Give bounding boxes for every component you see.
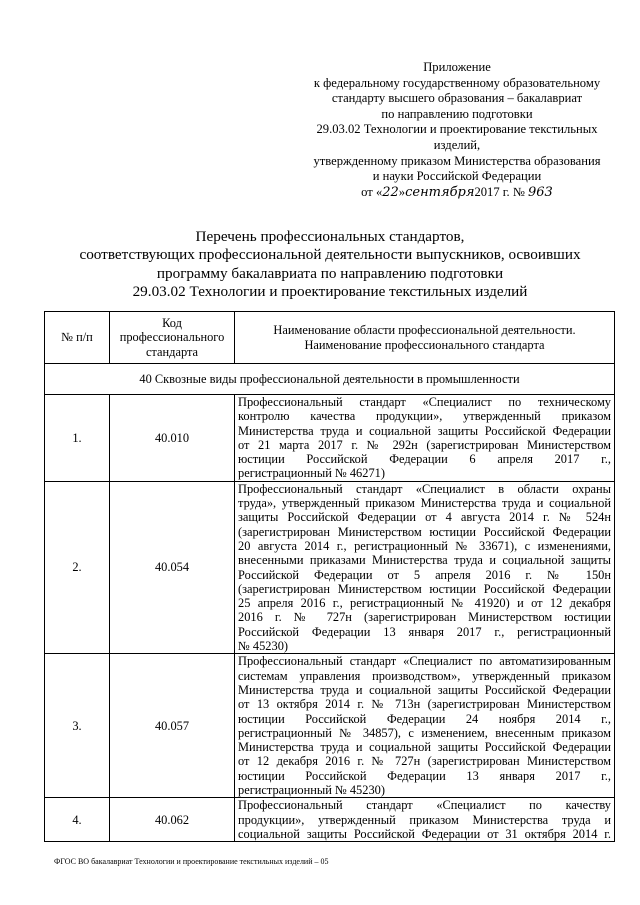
table-row <box>45 481 615 654</box>
row-code: 40.057 <box>110 654 235 798</box>
date-number-handwritten: 963 <box>528 184 553 200</box>
row-line: от 21 марта 2017 г. № 292н (зарегистрирован Министерством <box>238 437 611 452</box>
appendix-header <box>300 60 614 200</box>
header-code-line: профессионального <box>119 330 225 345</box>
section-row <box>45 364 615 395</box>
row-line: от 12 декабря 2016 г. № 727н (зарегистрирован Министерством <box>238 754 611 769</box>
row-line: 2016 г. № 727н (зарегистрирован Министерством юстиции <box>238 610 611 625</box>
header-name-line: Наименование области профессиональной деятельности. <box>273 323 576 338</box>
row-line: Министерства труда и социальной защиты Российской Федерации <box>238 682 611 697</box>
row-line: регистрационный № 46271) <box>238 466 385 481</box>
section-label: 40 Сквозные виды профессиональной деятельности в промышленности <box>45 364 615 395</box>
document-title <box>40 228 620 302</box>
date-month-handwritten: сентября <box>405 184 475 200</box>
row-line: юстиции Российской Федерации 6 апреля 2017 г., <box>238 452 611 467</box>
table-header-row <box>45 312 615 364</box>
row-line: регистрационный № 34857), с изменением, внесенным приказом <box>238 725 611 740</box>
row-line: 20 августа 2014 г., регистрационный № 33671), с изменениями, <box>238 538 611 553</box>
header-num: № п/п <box>45 312 110 364</box>
row-line: Министерства труда и социальной защиты Российской Федерации <box>238 740 611 755</box>
row-line: Профессиональный стандарт «Специалист в области охраны <box>238 481 611 496</box>
row-line: юстиции Российской Федерации 24 ноября 2014 г., <box>238 711 611 726</box>
date-prefix: от « <box>361 184 383 199</box>
table-row <box>45 654 615 798</box>
header-name-line: Наименование профессионального стандарта <box>304 337 545 352</box>
row-line: внесенными приказами Министерства труда и социальной защиты <box>238 553 611 568</box>
table-row <box>45 798 615 842</box>
row-description <box>235 481 615 654</box>
row-description <box>235 798 615 842</box>
row-num: 3. <box>45 654 110 798</box>
row-line: продукции», утвержденный приказом Министерства труда и <box>238 812 611 827</box>
row-description <box>235 395 615 482</box>
standards-table <box>44 311 615 842</box>
header-code <box>110 312 235 364</box>
row-num: 2. <box>45 481 110 654</box>
row-line: Профессиональный стандарт «Специалист по автоматизированным <box>238 654 611 669</box>
row-line: (зарегистрирован Министерством юстиции Российской Федерации <box>238 524 611 539</box>
appendix-line: стандарту высшего образования – бакалавриат <box>331 91 583 106</box>
row-line: юстиции Российской Федерации 13 января 2017 г., <box>238 768 611 783</box>
appendix-date-line <box>300 185 614 201</box>
appendix-line: Приложение <box>423 60 491 74</box>
appendix-line: и науки Российской Федерации <box>372 169 542 184</box>
table-row <box>45 395 615 482</box>
row-line: труда», утвержденный приказом Министерства труда и социальной <box>238 496 611 511</box>
appendix-line: изделий, <box>433 137 481 152</box>
appendix-line: утвержденному приказом Министерства образования <box>313 153 601 168</box>
title-line: соответствующих профессиональной деятельности выпускников, освоивших <box>79 246 581 264</box>
row-code: 40.010 <box>110 395 235 482</box>
row-line: защиты Российской Федерации от 4 августа 2014 г. № 524н <box>238 510 611 525</box>
page-footer: ФГОС ВО бакалавриат Технологии и проектирование текстильных изделий – 05 <box>54 857 329 866</box>
row-line: системам управления производством», утвержденный приказом <box>238 668 611 683</box>
date-year: 2017 г. № <box>474 184 525 199</box>
row-line: Профессиональный стандарт «Специалист по техническому <box>238 395 611 409</box>
row-num: 4. <box>45 798 110 842</box>
appendix-line: 29.03.02 Технологии и проектирование текстильных <box>316 122 598 137</box>
header-code-line: Код <box>162 316 182 331</box>
row-line: Профессиональный стандарт «Специалист по качеству <box>238 798 611 813</box>
header-name <box>235 312 615 364</box>
row-line: 25 апреля 2016 г., регистрационный № 41920) и от 12 декабря <box>238 596 611 611</box>
header-code-line: стандарта <box>145 344 199 359</box>
title-line: 29.03.02 Технологии и проектирование текстильных изделий <box>132 283 528 301</box>
title-line: Перечень профессиональных стандартов, <box>195 228 465 245</box>
row-line: регистрационный № 45230) <box>238 783 385 798</box>
row-code: 40.062 <box>110 798 235 842</box>
row-line: № 45230) <box>238 639 289 654</box>
row-line: контролю качества продукции», утвержденный приказом <box>238 409 611 424</box>
row-num: 1. <box>45 395 110 482</box>
appendix-line: по направлению подготовки <box>381 106 533 121</box>
title-line: программу бакалавриата по направлению подготовки <box>156 264 504 282</box>
row-line: Министерства труда и социальной защиты Российской Федерации <box>238 423 611 438</box>
appendix-line: к федеральному государственному образовательному <box>313 75 601 90</box>
row-line: социальной защиты Российской Федерации от 31 октября 2014 г. <box>238 826 611 841</box>
row-code: 40.054 <box>110 481 235 654</box>
row-line: Российской Федерации от 5 апреля 2016 г. № 150н <box>238 567 611 582</box>
date-mid: » <box>398 184 406 199</box>
row-line: (зарегистрирован Министерством юстиции Российской Федерации <box>238 581 611 596</box>
row-line: от 13 октября 2014 г. № 713н (зарегистрирован Министерством <box>238 697 611 712</box>
row-description <box>235 654 615 798</box>
date-day-handwritten: 22 <box>382 184 399 200</box>
row-line: Российской Федерации 13 января 2017 г., регистрационный <box>238 624 611 639</box>
